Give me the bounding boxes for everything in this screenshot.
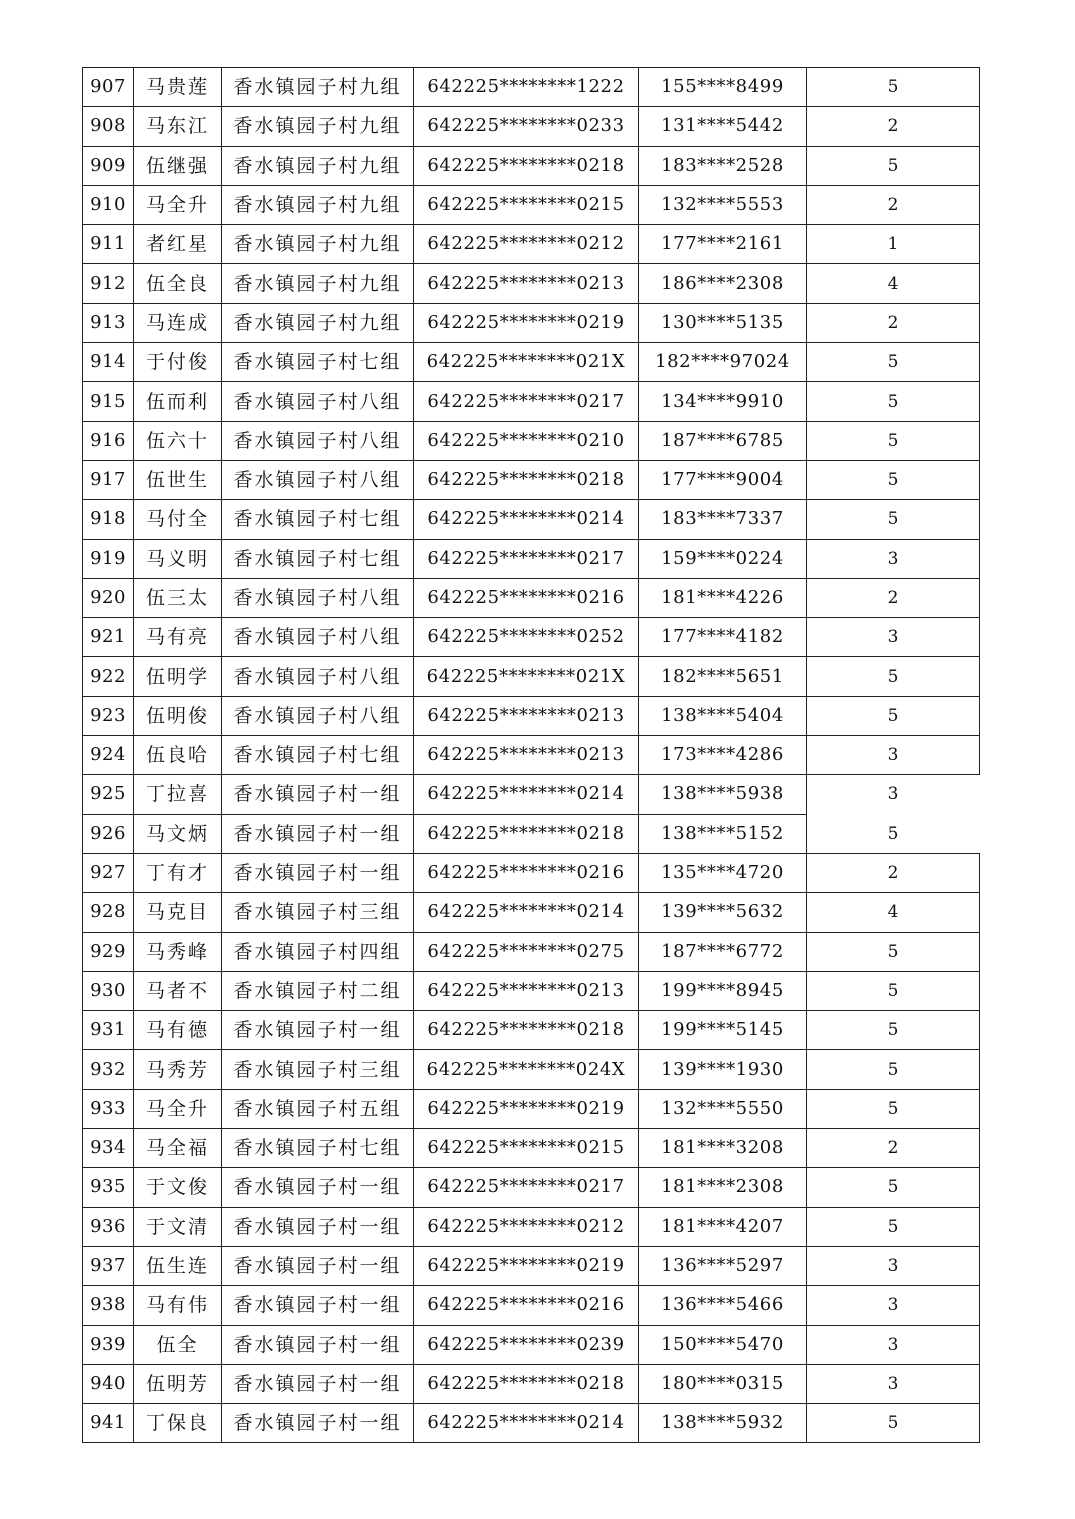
address-cell: 香水镇园子村三组 bbox=[222, 893, 414, 932]
household-count-cell: 5 bbox=[807, 382, 980, 421]
person-name-cell: 伍明学 bbox=[134, 657, 222, 696]
row-number-cell: 916 bbox=[83, 421, 134, 460]
phone-number-cell: 131****5442 bbox=[639, 107, 807, 146]
household-count-cell: 5 bbox=[807, 696, 980, 735]
person-name-cell: 马者不 bbox=[134, 971, 222, 1010]
id-number-cell: 642225********0213 bbox=[414, 264, 639, 303]
row-number-cell: 912 bbox=[83, 264, 134, 303]
phone-number-cell: 181****3208 bbox=[639, 1129, 807, 1168]
row-number-cell: 917 bbox=[83, 460, 134, 499]
phone-number-cell: 139****5632 bbox=[639, 893, 807, 932]
address-cell: 香水镇园子村一组 bbox=[222, 1168, 414, 1207]
id-number-cell: 642225********0214 bbox=[414, 1404, 639, 1443]
person-name-cell: 伍明俊 bbox=[134, 696, 222, 735]
table-row bbox=[83, 421, 980, 460]
household-count-cell: 3 bbox=[807, 1246, 980, 1285]
table-row bbox=[83, 775, 980, 814]
id-number-cell: 642225********0217 bbox=[414, 382, 639, 421]
address-cell: 香水镇园子村一组 bbox=[222, 1011, 414, 1050]
person-name-cell: 伍全 bbox=[134, 1325, 222, 1364]
household-count-cell: 2 bbox=[807, 185, 980, 224]
id-number-cell: 642225********021X bbox=[414, 343, 639, 382]
table-row bbox=[83, 264, 980, 303]
row-number-cell: 931 bbox=[83, 1011, 134, 1050]
person-name-cell: 马克目 bbox=[134, 893, 222, 932]
phone-number-cell: 138****5404 bbox=[639, 696, 807, 735]
address-cell: 香水镇园子村二组 bbox=[222, 971, 414, 1010]
phone-number-cell: 138****5932 bbox=[639, 1404, 807, 1443]
table-row bbox=[83, 696, 980, 735]
person-name-cell: 于付俊 bbox=[134, 343, 222, 382]
phone-number-cell: 132****5550 bbox=[639, 1089, 807, 1128]
phone-number-cell: 150****5470 bbox=[639, 1325, 807, 1364]
address-cell: 香水镇园子村一组 bbox=[222, 1286, 414, 1325]
address-cell: 香水镇园子村一组 bbox=[222, 1325, 414, 1364]
table-row bbox=[83, 1246, 980, 1285]
row-number-cell: 935 bbox=[83, 1168, 134, 1207]
person-name-cell: 马义明 bbox=[134, 539, 222, 578]
household-count-cell: 2 bbox=[807, 853, 980, 892]
row-number-cell: 909 bbox=[83, 146, 134, 185]
row-number-cell: 923 bbox=[83, 696, 134, 735]
id-number-cell: 642225********0218 bbox=[414, 814, 639, 853]
table-row bbox=[83, 1404, 980, 1443]
row-number-cell: 910 bbox=[83, 185, 134, 224]
person-name-cell: 马全福 bbox=[134, 1129, 222, 1168]
row-number-cell: 913 bbox=[83, 303, 134, 342]
address-cell: 香水镇园子村一组 bbox=[222, 775, 414, 814]
row-number-cell: 907 bbox=[83, 68, 134, 107]
address-cell: 香水镇园子村九组 bbox=[222, 225, 414, 264]
household-count-cell: 1 bbox=[807, 225, 980, 264]
phone-number-cell: 182****5651 bbox=[639, 657, 807, 696]
table-row bbox=[83, 1168, 980, 1207]
table-row bbox=[83, 382, 980, 421]
table-row bbox=[83, 68, 980, 107]
person-name-cell: 马有亮 bbox=[134, 618, 222, 657]
address-cell: 香水镇园子村九组 bbox=[222, 146, 414, 185]
phone-number-cell: 177****2161 bbox=[639, 225, 807, 264]
id-number-cell: 642225********0252 bbox=[414, 618, 639, 657]
table-row bbox=[83, 1129, 980, 1168]
address-cell: 香水镇园子村一组 bbox=[222, 1246, 414, 1285]
person-name-cell: 马有伟 bbox=[134, 1286, 222, 1325]
household-count-cell: 5 bbox=[807, 1089, 980, 1128]
person-name-cell: 马全升 bbox=[134, 185, 222, 224]
table-row bbox=[83, 500, 980, 539]
household-count-cell: 5 bbox=[807, 657, 980, 696]
address-cell: 香水镇园子村八组 bbox=[222, 460, 414, 499]
table-row bbox=[83, 1364, 980, 1403]
address-cell: 香水镇园子村一组 bbox=[222, 1404, 414, 1443]
table-row bbox=[83, 1089, 980, 1128]
phone-number-cell: 181****4207 bbox=[639, 1207, 807, 1246]
table-row bbox=[83, 303, 980, 342]
person-name-cell: 伍三太 bbox=[134, 578, 222, 617]
phone-number-cell: 199****5145 bbox=[639, 1011, 807, 1050]
household-count-cell: 3 bbox=[807, 618, 980, 657]
phone-number-cell: 177****4182 bbox=[639, 618, 807, 657]
address-cell: 香水镇园子村七组 bbox=[222, 343, 414, 382]
household-count-cell: 5 bbox=[807, 814, 980, 853]
household-count-cell: 2 bbox=[807, 578, 980, 617]
id-number-cell: 642225********1222 bbox=[414, 68, 639, 107]
address-cell: 香水镇园子村九组 bbox=[222, 68, 414, 107]
phone-number-cell: 139****1930 bbox=[639, 1050, 807, 1089]
address-cell: 香水镇园子村一组 bbox=[222, 1364, 414, 1403]
person-name-cell: 伍继强 bbox=[134, 146, 222, 185]
id-number-cell: 642225********0218 bbox=[414, 1364, 639, 1403]
address-cell: 香水镇园子村七组 bbox=[222, 736, 414, 775]
table-row bbox=[83, 578, 980, 617]
table-row bbox=[83, 343, 980, 382]
address-cell: 香水镇园子村七组 bbox=[222, 500, 414, 539]
phone-number-cell: 181****4226 bbox=[639, 578, 807, 617]
household-count-cell: 5 bbox=[807, 1207, 980, 1246]
table-row bbox=[83, 1286, 980, 1325]
phone-number-cell: 186****2308 bbox=[639, 264, 807, 303]
table-row bbox=[83, 971, 980, 1010]
phone-number-cell: 181****2308 bbox=[639, 1168, 807, 1207]
address-cell: 香水镇园子村一组 bbox=[222, 853, 414, 892]
address-cell: 香水镇园子村八组 bbox=[222, 382, 414, 421]
person-name-cell: 丁有才 bbox=[134, 853, 222, 892]
phone-number-cell: 155****8499 bbox=[639, 68, 807, 107]
id-number-cell: 642225********0213 bbox=[414, 696, 639, 735]
phone-number-cell: 130****5135 bbox=[639, 303, 807, 342]
person-name-cell: 马秀芳 bbox=[134, 1050, 222, 1089]
row-number-cell: 927 bbox=[83, 853, 134, 892]
household-count-cell: 5 bbox=[807, 500, 980, 539]
row-number-cell: 924 bbox=[83, 736, 134, 775]
household-count-cell: 5 bbox=[807, 146, 980, 185]
phone-number-cell: 138****5152 bbox=[639, 814, 807, 853]
address-cell: 香水镇园子村八组 bbox=[222, 657, 414, 696]
household-count-cell: 2 bbox=[807, 107, 980, 146]
household-count-cell: 5 bbox=[807, 421, 980, 460]
person-name-cell: 伍生连 bbox=[134, 1246, 222, 1285]
person-name-cell: 伍良哈 bbox=[134, 736, 222, 775]
person-name-cell: 伍全良 bbox=[134, 264, 222, 303]
household-count-cell: 2 bbox=[807, 1129, 980, 1168]
address-cell: 香水镇园子村八组 bbox=[222, 578, 414, 617]
id-number-cell: 642225********0217 bbox=[414, 539, 639, 578]
phone-number-cell: 132****5553 bbox=[639, 185, 807, 224]
household-count-cell: 3 bbox=[807, 539, 980, 578]
id-number-cell: 642225********0216 bbox=[414, 578, 639, 617]
table-row bbox=[83, 736, 980, 775]
row-number-cell: 930 bbox=[83, 971, 134, 1010]
table-row bbox=[83, 146, 980, 185]
address-cell: 香水镇园子村七组 bbox=[222, 1129, 414, 1168]
row-number-cell: 908 bbox=[83, 107, 134, 146]
household-count-cell: 5 bbox=[807, 971, 980, 1010]
phone-number-cell: 180****0315 bbox=[639, 1364, 807, 1403]
phone-number-cell: 199****8945 bbox=[639, 971, 807, 1010]
person-name-cell: 马连成 bbox=[134, 303, 222, 342]
address-cell: 香水镇园子村三组 bbox=[222, 1050, 414, 1089]
row-number-cell: 940 bbox=[83, 1364, 134, 1403]
id-number-cell: 642225********0210 bbox=[414, 421, 639, 460]
row-number-cell: 929 bbox=[83, 932, 134, 971]
address-cell: 香水镇园子村七组 bbox=[222, 539, 414, 578]
address-cell: 香水镇园子村九组 bbox=[222, 303, 414, 342]
row-number-cell: 922 bbox=[83, 657, 134, 696]
id-number-cell: 642225********0216 bbox=[414, 853, 639, 892]
row-number-cell: 932 bbox=[83, 1050, 134, 1089]
phone-number-cell: 183****2528 bbox=[639, 146, 807, 185]
person-name-cell: 伍世生 bbox=[134, 460, 222, 499]
person-name-cell: 伍明芳 bbox=[134, 1364, 222, 1403]
table-row bbox=[83, 1011, 980, 1050]
id-number-cell: 642225********0233 bbox=[414, 107, 639, 146]
address-cell: 香水镇园子村八组 bbox=[222, 618, 414, 657]
address-cell: 香水镇园子村一组 bbox=[222, 1207, 414, 1246]
table-row bbox=[83, 657, 980, 696]
row-number-cell: 925 bbox=[83, 775, 134, 814]
address-cell: 香水镇园子村九组 bbox=[222, 185, 414, 224]
phone-number-cell: 182****97024 bbox=[639, 343, 807, 382]
row-number-cell: 928 bbox=[83, 893, 134, 932]
phone-number-cell: 136****5297 bbox=[639, 1246, 807, 1285]
row-number-cell: 911 bbox=[83, 225, 134, 264]
table-row bbox=[83, 1050, 980, 1089]
phone-number-cell: 177****9004 bbox=[639, 460, 807, 499]
person-name-cell: 马有德 bbox=[134, 1011, 222, 1050]
household-count-cell: 3 bbox=[807, 736, 980, 775]
row-number-cell: 939 bbox=[83, 1325, 134, 1364]
id-number-cell: 642225********0239 bbox=[414, 1325, 639, 1364]
phone-number-cell: 134****9910 bbox=[639, 382, 807, 421]
id-number-cell: 642225********0214 bbox=[414, 775, 639, 814]
id-number-cell: 642225********0213 bbox=[414, 971, 639, 1010]
address-cell: 香水镇园子村九组 bbox=[222, 107, 414, 146]
id-number-cell: 642225********0219 bbox=[414, 303, 639, 342]
table-row bbox=[83, 539, 980, 578]
id-number-cell: 642225********021X bbox=[414, 657, 639, 696]
id-number-cell: 642225********0275 bbox=[414, 932, 639, 971]
phone-number-cell: 183****7337 bbox=[639, 500, 807, 539]
table-row bbox=[83, 1207, 980, 1246]
row-number-cell: 915 bbox=[83, 382, 134, 421]
id-number-cell: 642225********024X bbox=[414, 1050, 639, 1089]
household-count-cell: 5 bbox=[807, 1050, 980, 1089]
table-row bbox=[83, 185, 980, 224]
household-count-cell: 4 bbox=[807, 264, 980, 303]
row-number-cell: 919 bbox=[83, 539, 134, 578]
phone-number-cell: 187****6785 bbox=[639, 421, 807, 460]
phone-number-cell: 173****4286 bbox=[639, 736, 807, 775]
id-number-cell: 642225********0217 bbox=[414, 1168, 639, 1207]
address-cell: 香水镇园子村四组 bbox=[222, 932, 414, 971]
roster-table bbox=[82, 67, 980, 1443]
row-number-cell: 933 bbox=[83, 1089, 134, 1128]
table-row bbox=[83, 893, 980, 932]
person-name-cell: 者红星 bbox=[134, 225, 222, 264]
id-number-cell: 642225********0214 bbox=[414, 893, 639, 932]
row-number-cell: 920 bbox=[83, 578, 134, 617]
row-number-cell: 921 bbox=[83, 618, 134, 657]
roster-table-body bbox=[83, 68, 980, 1443]
id-number-cell: 642225********0216 bbox=[414, 1286, 639, 1325]
table-row bbox=[83, 107, 980, 146]
row-number-cell: 936 bbox=[83, 1207, 134, 1246]
table-row bbox=[83, 618, 980, 657]
household-count-cell: 5 bbox=[807, 460, 980, 499]
row-number-cell: 941 bbox=[83, 1404, 134, 1443]
id-number-cell: 642225********0215 bbox=[414, 185, 639, 224]
id-number-cell: 642225********0219 bbox=[414, 1246, 639, 1285]
household-count-cell: 5 bbox=[807, 343, 980, 382]
id-number-cell: 642225********0212 bbox=[414, 225, 639, 264]
phone-number-cell: 159****0224 bbox=[639, 539, 807, 578]
phone-number-cell: 136****5466 bbox=[639, 1286, 807, 1325]
address-cell: 香水镇园子村一组 bbox=[222, 814, 414, 853]
id-number-cell: 642225********0215 bbox=[414, 1129, 639, 1168]
person-name-cell: 马秀峰 bbox=[134, 932, 222, 971]
household-count-cell: 5 bbox=[807, 932, 980, 971]
table-row bbox=[83, 814, 980, 853]
address-cell: 香水镇园子村八组 bbox=[222, 421, 414, 460]
id-number-cell: 642225********0212 bbox=[414, 1207, 639, 1246]
table-row bbox=[83, 853, 980, 892]
person-name-cell: 马文炳 bbox=[134, 814, 222, 853]
id-number-cell: 642225********0219 bbox=[414, 1089, 639, 1128]
person-name-cell: 马全升 bbox=[134, 1089, 222, 1128]
person-name-cell: 于文俊 bbox=[134, 1168, 222, 1207]
household-count-cell: 5 bbox=[807, 1168, 980, 1207]
household-count-cell: 4 bbox=[807, 893, 980, 932]
household-count-cell: 3 bbox=[807, 775, 980, 814]
row-number-cell: 914 bbox=[83, 343, 134, 382]
table-row bbox=[83, 1325, 980, 1364]
household-count-cell: 5 bbox=[807, 1404, 980, 1443]
id-number-cell: 642225********0218 bbox=[414, 460, 639, 499]
household-count-cell: 2 bbox=[807, 303, 980, 342]
person-name-cell: 伍而利 bbox=[134, 382, 222, 421]
household-count-cell: 5 bbox=[807, 68, 980, 107]
phone-number-cell: 135****4720 bbox=[639, 853, 807, 892]
person-name-cell: 马付全 bbox=[134, 500, 222, 539]
id-number-cell: 642225********0214 bbox=[414, 500, 639, 539]
id-number-cell: 642225********0218 bbox=[414, 146, 639, 185]
person-name-cell: 马贵莲 bbox=[134, 68, 222, 107]
household-count-cell: 5 bbox=[807, 1011, 980, 1050]
address-cell: 香水镇园子村五组 bbox=[222, 1089, 414, 1128]
phone-number-cell: 138****5938 bbox=[639, 775, 807, 814]
table-row bbox=[83, 460, 980, 499]
table-row bbox=[83, 225, 980, 264]
row-number-cell: 918 bbox=[83, 500, 134, 539]
person-name-cell: 伍六十 bbox=[134, 421, 222, 460]
row-number-cell: 938 bbox=[83, 1286, 134, 1325]
person-name-cell: 于文清 bbox=[134, 1207, 222, 1246]
table-row bbox=[83, 932, 980, 971]
person-name-cell: 丁拉喜 bbox=[134, 775, 222, 814]
row-number-cell: 934 bbox=[83, 1129, 134, 1168]
id-number-cell: 642225********0213 bbox=[414, 736, 639, 775]
address-cell: 香水镇园子村九组 bbox=[222, 264, 414, 303]
row-number-cell: 937 bbox=[83, 1246, 134, 1285]
person-name-cell: 马东江 bbox=[134, 107, 222, 146]
household-count-cell: 3 bbox=[807, 1364, 980, 1403]
phone-number-cell: 187****6772 bbox=[639, 932, 807, 971]
row-number-cell: 926 bbox=[83, 814, 134, 853]
household-count-cell: 3 bbox=[807, 1325, 980, 1364]
person-name-cell: 丁保良 bbox=[134, 1404, 222, 1443]
address-cell: 香水镇园子村八组 bbox=[222, 696, 414, 735]
id-number-cell: 642225********0218 bbox=[414, 1011, 639, 1050]
household-count-cell: 3 bbox=[807, 1286, 980, 1325]
